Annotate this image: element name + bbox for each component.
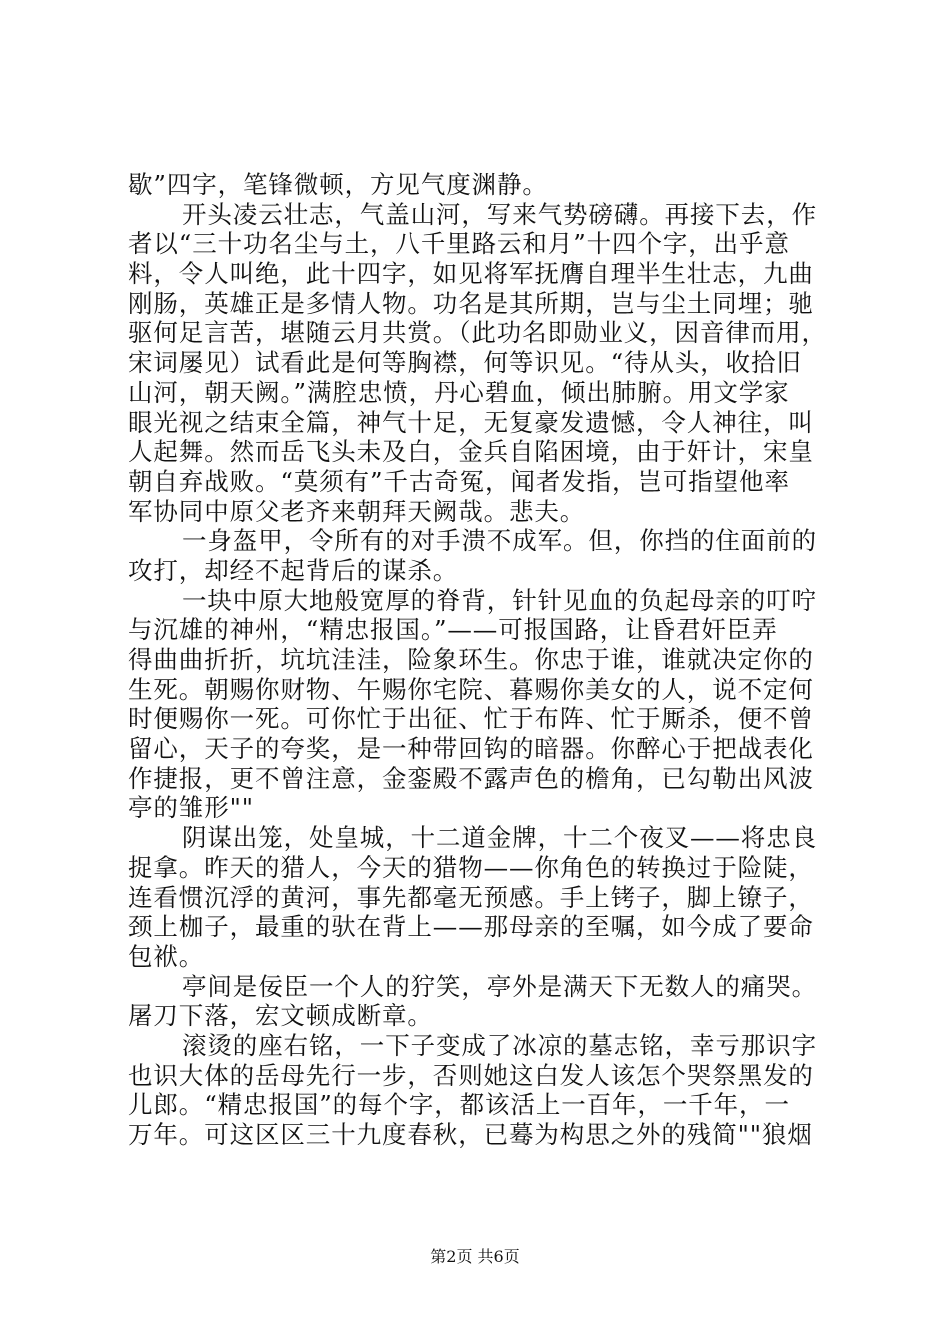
text-line: 歇”四字，笔锋微顿，方见气度渊静。 — [128, 170, 548, 199]
text-line: 人起舞。然而岳飞头未及白，金兵自陷困境，由于奸计，宋皇 — [128, 437, 814, 467]
text-line: 连看惯沉浮的黄河，事先都毫无预感。手上铐子，脚上镣子， — [128, 882, 814, 912]
text-line: 滚烫的座右铭，一下子变成了冰凉的墓志铭，幸亏那识字 — [182, 1030, 817, 1060]
body-text — [128, 170, 840, 1150]
text-line: 阴谋出笼，处皇城，十二道金牌，十二个夜叉——将忠良 — [182, 823, 817, 853]
text-line: 儿郎。“精忠报国”的每个字，都该活上一百年，一千年，一 — [128, 1090, 790, 1120]
text-line: 也识大体的岳母先行一步，否则她这白发人该怎个哭祭黑发的 — [128, 1060, 814, 1090]
text-line: 留心，天子的夸奖，是一种带回钩的暗器。你醉心于把战表化 — [128, 734, 814, 764]
text-line: 时便赐你一死。可你忙于出征、忙于布阵、忙于厮杀，便不曾 — [128, 704, 814, 734]
text-line: 得曲曲折折，坑坑洼洼，险象环生。你忠于谁，谁就决定你的 — [128, 645, 814, 674]
text-line: 山河，朝天阙。”满腔忠愤，丹心碧血，倾出肺腑。用文学家 — [128, 377, 790, 407]
text-line: 刚肠，英雄正是多情人物。功名是其所期，岂与尘土同埋；驰 — [128, 288, 814, 318]
text-line: 宋词屡见）试看此是何等胸襟，何等识见。“待从头，收拾旧 — [128, 348, 802, 378]
text-line: 生死。朝赐你财物、午赐你宅院、暮赐你美女的人，说不定何 — [128, 674, 814, 704]
text-line: 一块中原大地般宽厚的脊背，针针见血的负起母亲的叮咛 — [182, 585, 817, 615]
text-line: 眼光视之结束全篇，神气十足，无复豪发遗憾，令人神往，叫 — [128, 407, 814, 437]
page-footer: 第2页 共6页 — [430, 1247, 520, 1266]
text-line: 者以“三十功名尘与土，八千里路云和月”十四个字，出乎意 — [128, 229, 790, 259]
text-line: 屠刀下落，宏文顿成断章。 — [128, 1001, 433, 1031]
text-line: 朝自弃战败。“莫须有”千古奇冤，闻者发指，岂可指望他率 — [128, 466, 790, 496]
text-line: 一身盔甲，令所有的对手溃不成军。但，你挡的住面前的 — [182, 526, 817, 556]
text-line: 包袱。 — [128, 941, 205, 971]
text-line: 与沉雄的神州，“精忠报国。”——可报国路，让昏君奸臣弄 — [128, 615, 778, 645]
text-line: 攻打，却经不起背后的谋杀。 — [128, 555, 459, 585]
text-line: 亭的雏形"" — [128, 793, 254, 823]
text-line: 料，令人叫绝，此十四字，如见将军抚膺自理半生壮志，九曲 — [128, 259, 814, 289]
text-line: 万年。可这区区三十九度春秋，已蓦为构思之外的残简""狼烟 — [128, 1120, 813, 1149]
text-line: 作捷报，更不曾注意，金銮殿不露声色的檐角，已勾勒出风波 — [128, 763, 814, 793]
text-line: 捉拿。昨天的猎人，今天的猎物——你角色的转换过于险陡， — [128, 852, 814, 882]
text-line: 驱何足言苦，堪随云月共赏。（此功名即勋业义，因音律而用， — [128, 318, 827, 348]
text-line: 开头凌云壮志，气盖山河，写来气势磅礴。再接下去，作 — [182, 199, 817, 229]
text-line: 亭间是佞臣一个人的狞笑，亭外是满天下无数人的痛哭。 — [182, 971, 817, 1001]
text-line: 军协同中原父老齐来朝拜天阙哉。悲夫。 — [128, 496, 586, 526]
text-line: 颈上枷子，最重的驮在背上——那母亲的至嘱，如今成了要命 — [128, 912, 814, 942]
